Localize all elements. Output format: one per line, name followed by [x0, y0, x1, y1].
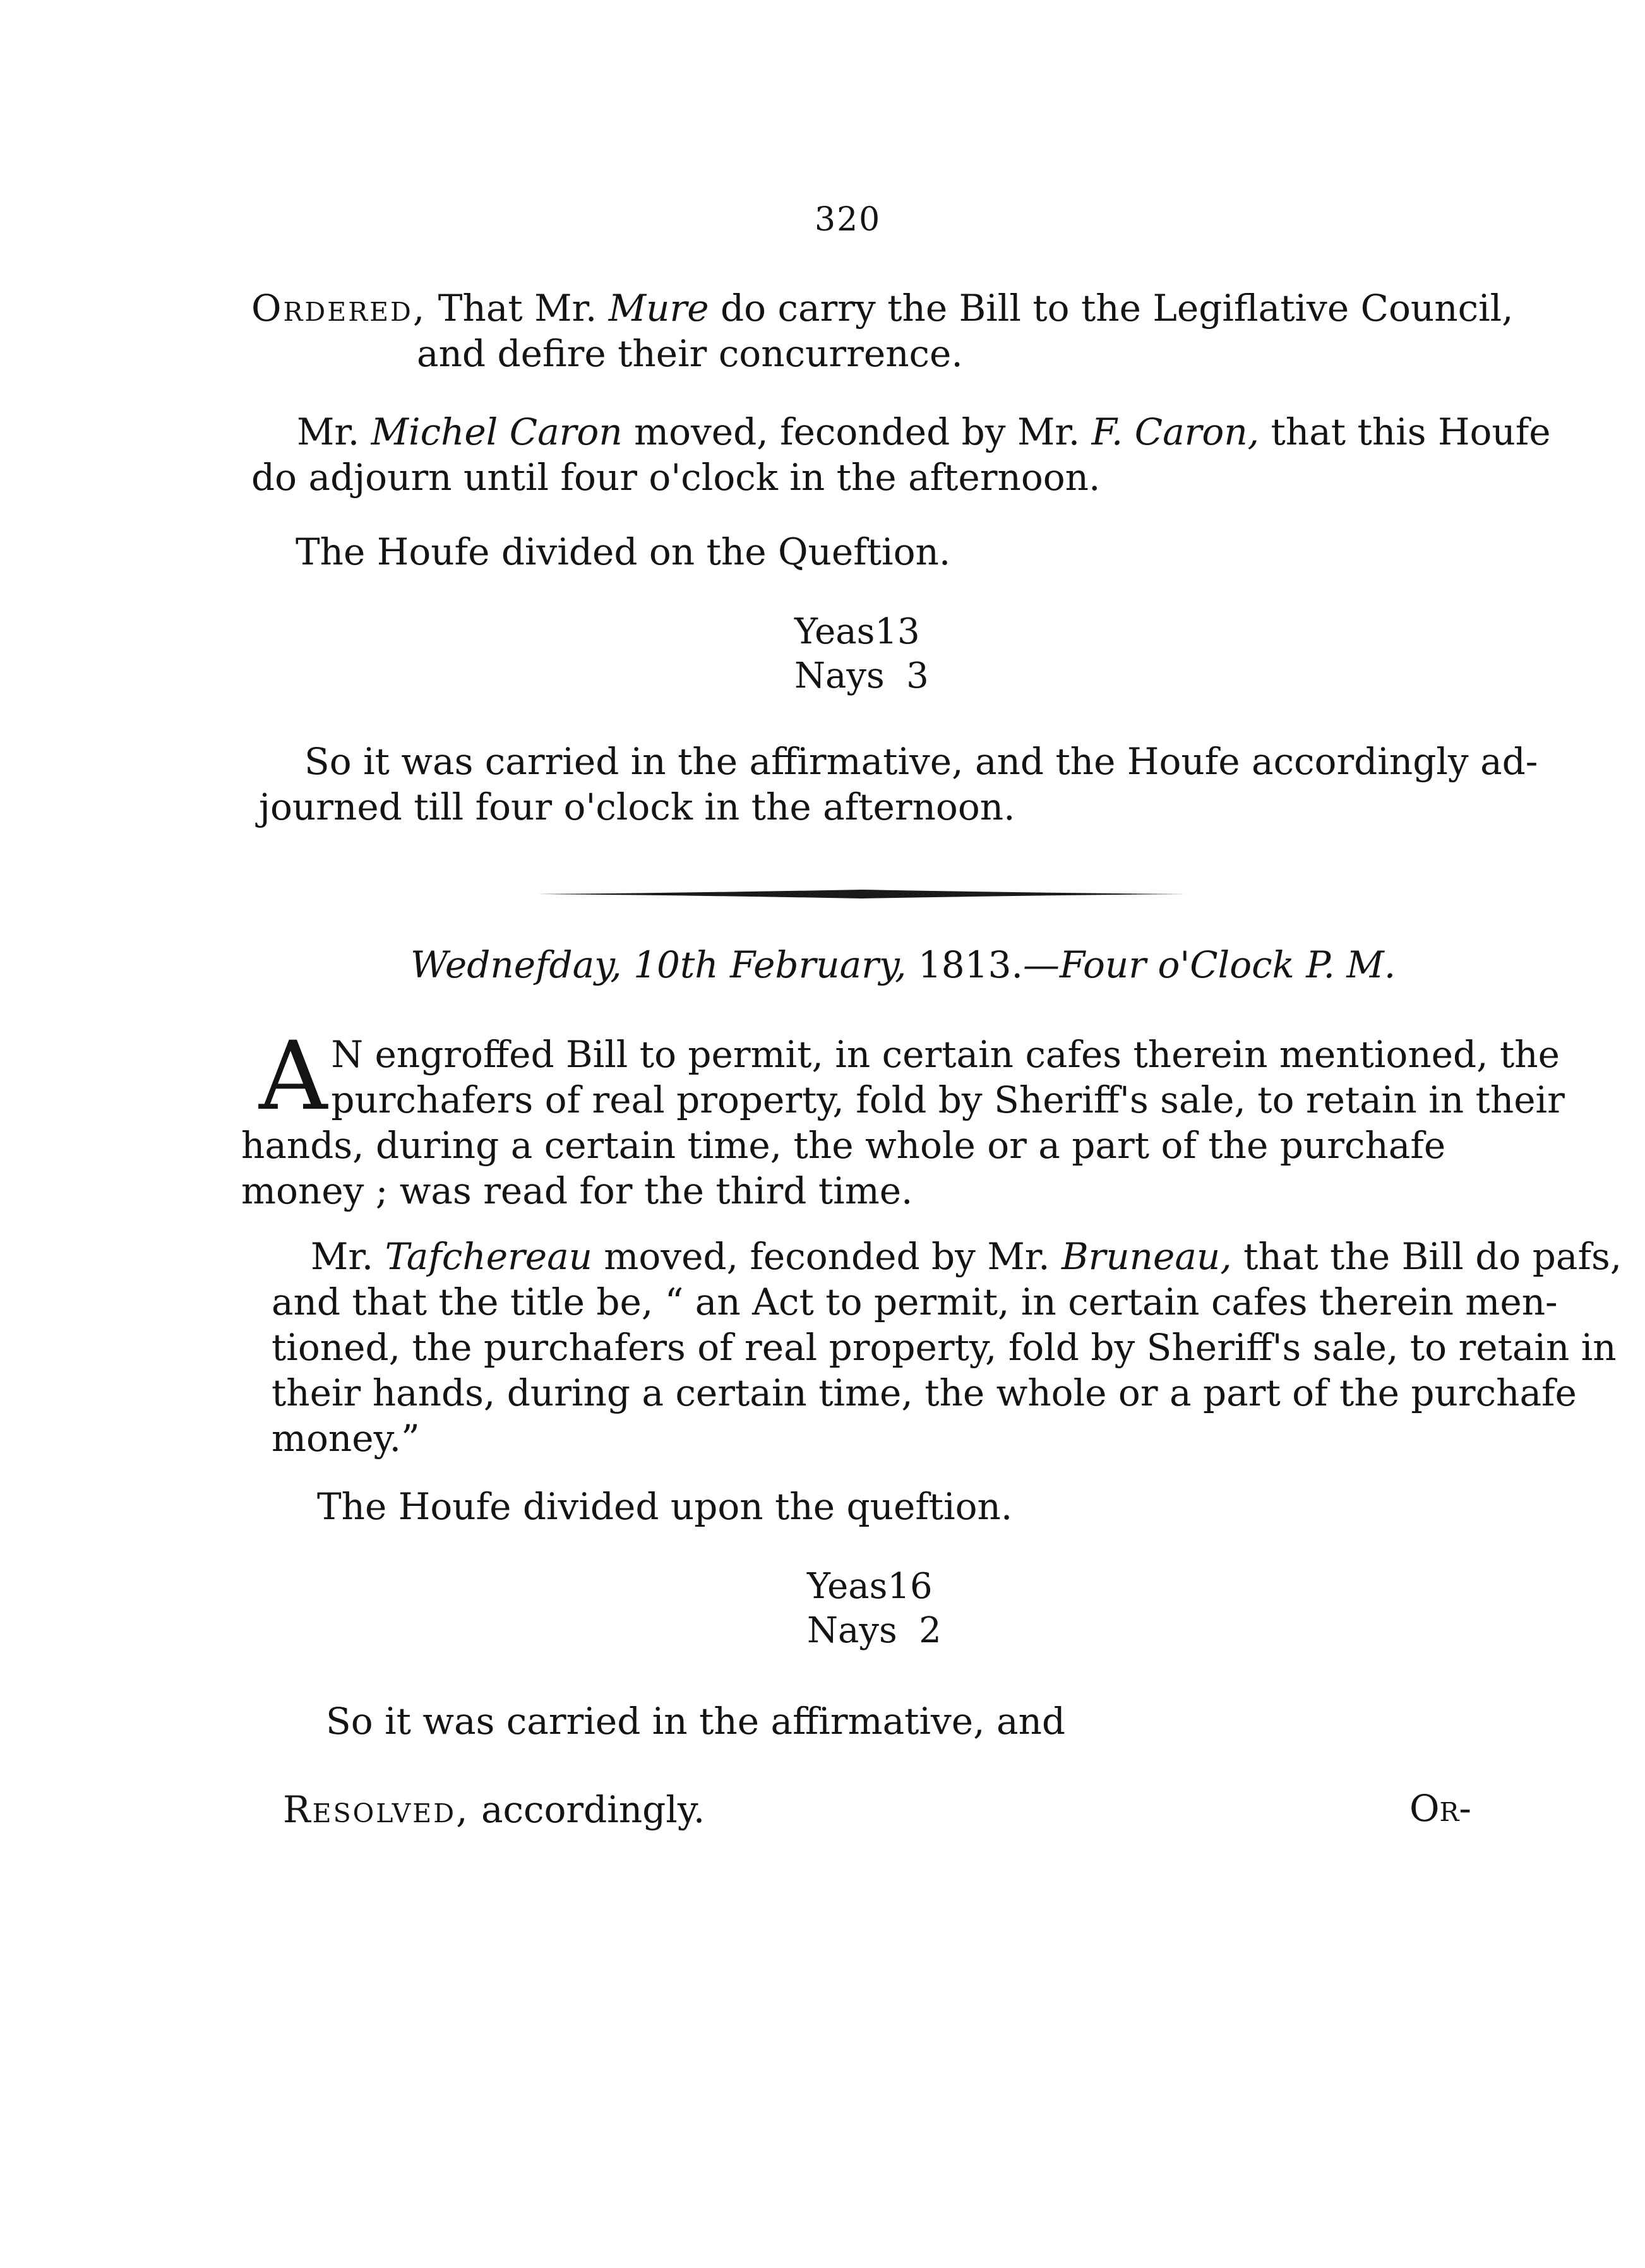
drop-cap: A [259, 1022, 328, 1131]
motion-adjourn-paragraph [251, 409, 1551, 500]
ordered-text-b: do carry the Bill to the Legiflative Council, [709, 287, 1514, 330]
page-number: 320 [815, 201, 882, 239]
section-divider [537, 889, 1187, 899]
motion-pass-text-a: Mr. [311, 1235, 385, 1278]
yeas-count: 16 [887, 1566, 933, 1607]
result-paragraph [259, 739, 1538, 830]
motion-pass-line-3: tioned, the purchafers of real property, fold by Sheriff's sale, to retain in [272, 1326, 1617, 1369]
mover-name: Tafchereau [385, 1235, 592, 1278]
bill-paragraph [241, 1022, 1565, 1214]
motion-adjourn-line-2: do adjourn until four o'clock in the afternoon. [251, 456, 1101, 499]
yeas-count: 13 [875, 611, 920, 652]
motion-pass-line-1 [272, 1234, 1622, 1279]
nays-label: Nays [807, 1610, 897, 1651]
motion-adjourn-text-b: moved, feconded by Mr. [622, 410, 1092, 453]
catchword: Or- [1409, 1787, 1472, 1830]
member-name: Mure [608, 287, 709, 330]
bill-line-4: money ; was read for the third time. [241, 1169, 913, 1212]
yeas-row [807, 1565, 942, 1609]
nays-row [794, 654, 929, 698]
vote-tally [807, 1565, 942, 1653]
result-paragraph: So it was carried in the affirmative, and [326, 1700, 1066, 1743]
yeas-label: Yeas [794, 611, 875, 652]
division-statement: The Houfe divided upon the queftion. [317, 1485, 1013, 1528]
yeas-label: Yeas [807, 1566, 888, 1607]
result-line-2: journed till four o'clock in the afternoon. [259, 785, 1015, 828]
ordered-paragraph [251, 285, 1514, 376]
bill-line-2: purchafers of real property, fold by Sheriff's sale, to retain in their [331, 1078, 1565, 1121]
date-day: Wednefday, [410, 943, 622, 986]
yeas-row [794, 610, 929, 654]
bill-line-3: hands, during a certain time, the whole or a part of the purchafe [241, 1124, 1446, 1167]
result-line-1: So it was carried in the affirmative, and the Houfe accordingly ad- [304, 740, 1538, 783]
motion-pass-text-b: moved, feconded by Mr. [592, 1235, 1062, 1278]
date-date: 10th February, [621, 943, 907, 986]
bill-line-1: N engroffed Bill to permit, in certain cafes therein mentioned, the [331, 1033, 1560, 1076]
vote-tally [794, 610, 929, 698]
motion-adjourn-line-1 [251, 409, 1551, 455]
nays-count: 2 [919, 1610, 942, 1651]
motion-adjourn-text-a: Mr. [297, 410, 371, 453]
mover-name: Michel Caron [371, 410, 623, 453]
nays-label: Nays [794, 655, 885, 696]
motion-pass-line-5: money.” [272, 1417, 420, 1460]
seconder-name: F. Caron, [1091, 410, 1260, 453]
ordered-lead: Ordered, [251, 287, 427, 330]
nays-count: 3 [906, 655, 929, 696]
resolved-line [283, 1787, 705, 1832]
motion-pass-line-2: and that the title be, “ an Act to permit, in certain cafes therein men- [272, 1280, 1558, 1323]
motion-pass-text-c: that the Bill do pafs, [1231, 1235, 1622, 1278]
date-year: 1813. [906, 943, 1023, 986]
ordered-line-1 [251, 285, 1514, 331]
motion-pass-line-4: their hands, during a certain time, the whole or a part of the purchafe [272, 1371, 1577, 1414]
division-statement: The Houfe divided on the Queftion. [296, 530, 951, 573]
date-time: —Four o'Clock P. M. [1022, 943, 1396, 986]
ordered-line-2: and defire their concurrence. [417, 332, 963, 375]
ordered-text-a: That Mr. [426, 287, 609, 330]
resolved-text: accordingly. [469, 1788, 705, 1831]
motion-pass-paragraph [272, 1234, 1622, 1461]
motion-adjourn-text-c: that this Houfe [1259, 410, 1551, 453]
nays-row [807, 1609, 942, 1653]
resolved-lead: Resolved, [283, 1788, 470, 1831]
seconder-name: Bruneau, [1061, 1235, 1232, 1278]
date-heading [410, 942, 1396, 988]
